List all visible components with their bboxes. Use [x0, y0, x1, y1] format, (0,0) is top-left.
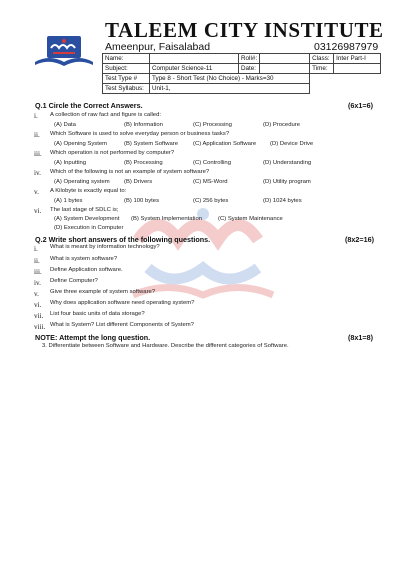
q2-item-number: viii.	[34, 323, 46, 331]
q2-marks: (8x2=16)	[345, 235, 374, 244]
option-d[interactable]: (D) Utility program	[263, 179, 311, 185]
option-b[interactable]: (B) Processing	[124, 160, 163, 166]
institute-phone: 03126987979	[314, 41, 379, 53]
name-label: Name:	[103, 54, 150, 64]
info-row-test-type	[103, 74, 381, 84]
roll-label: Roll#:	[239, 54, 260, 64]
option-a[interactable]: (A) 1 bytes	[54, 198, 83, 204]
info-row-name	[103, 54, 381, 64]
option-b[interactable]: (B) Information	[124, 122, 163, 128]
option-a[interactable]: (A) Data	[54, 122, 76, 128]
option-a[interactable]: (A) Opening System	[54, 141, 108, 147]
name-field[interactable]	[150, 54, 239, 64]
q2-item-text: Define Application software.	[50, 267, 123, 273]
option-c[interactable]: (C) MS-Word	[193, 179, 228, 185]
q1-item-number: iv.	[34, 169, 41, 177]
q1-item-number: vi.	[34, 207, 42, 215]
option-a[interactable]: (A) System Development	[54, 216, 120, 222]
q2-item-text: What is System? List different Components of System?	[50, 322, 194, 328]
option-c[interactable]: (C) System Maintenance	[218, 216, 283, 222]
q2-item-number: vii.	[34, 312, 44, 320]
syllabus-label: Test Syllabus:	[103, 84, 150, 94]
long-question: 3. Differentiate between Software and Hardware. Describe the different categories of Software.	[42, 343, 289, 349]
subject-value: Computer Science-11	[150, 64, 239, 74]
q2-item-text: Define Computer?	[50, 278, 98, 284]
q2-item-text: List four basic units of data storage?	[50, 311, 145, 317]
date-label: Date:	[239, 64, 260, 74]
time-label: Time:	[310, 64, 334, 74]
q1-item-number: ii.	[34, 131, 40, 139]
q2-item-number: v.	[34, 290, 39, 298]
q2-item-number: i.	[34, 245, 38, 253]
time-field[interactable]	[334, 64, 381, 74]
note-marks: (8x1=8)	[348, 333, 373, 342]
q1-item-text: The last stage of SDLC is;	[50, 207, 119, 213]
option-d[interactable]: (D) 1024 bytes	[263, 198, 302, 204]
note-heading: NOTE: Attempt the long question.	[35, 333, 151, 342]
q1-item-text: A collection of raw fact and figure is called:	[50, 112, 161, 118]
option-b[interactable]: (B) 100 bytes	[124, 198, 160, 204]
test-type-label: Test Type #	[103, 74, 150, 84]
info-row-syllabus	[103, 84, 381, 94]
institute-name: TALEEM CITY INSTITUTE	[105, 18, 384, 42]
q1-item-text: Which Software is used to solve everyday person or business tasks?	[50, 131, 230, 137]
date-field[interactable]	[260, 64, 310, 74]
option-a[interactable]: (A) Inputting	[54, 160, 87, 166]
option-c[interactable]: (C) Processing	[193, 122, 232, 128]
institute-location: Ameenpur, Faisalabad	[105, 41, 211, 53]
q1-item-number: iii.	[34, 150, 42, 158]
option-d[interactable]: (D) Execution in Computer	[54, 225, 124, 231]
option-b[interactable]: (B) System Implementation	[131, 216, 203, 222]
q1-item-number: v.	[34, 188, 39, 196]
q1-item-text: Which operation is not performed by computer?	[50, 150, 175, 156]
option-d[interactable]: (D) Understanding	[263, 160, 312, 166]
q2-heading: Q.2 Write short answers of the following questions.	[35, 235, 211, 244]
q1-marks: (6x1=6)	[348, 101, 373, 110]
class-value: Inter Part-I	[334, 54, 381, 64]
student-info-table	[102, 53, 381, 94]
option-c[interactable]: (C) 256 bytes	[193, 198, 229, 204]
info-row-subject	[103, 64, 381, 74]
option-d[interactable]: (D) Procedure	[263, 122, 300, 128]
option-b[interactable]: (B) Drivers	[124, 179, 153, 185]
institute-logo	[33, 32, 95, 72]
option-d[interactable]: (D) Device Drive	[270, 141, 314, 147]
q1-item-text: Which of the following is not an example of system software?	[50, 169, 210, 175]
option-c[interactable]: (C) Application Software	[193, 141, 257, 147]
test-type-value: Type 8 - Short Test (No Choice) - Marks=30	[150, 74, 310, 84]
class-label: Class:	[310, 54, 334, 64]
roll-field[interactable]	[260, 54, 310, 64]
q2-item-text: What is system software?	[50, 256, 118, 262]
q2-item-number: vi.	[34, 301, 42, 309]
q1-item-number: i.	[34, 112, 38, 120]
syllabus-value: Unit-1,	[150, 84, 310, 94]
q2-item-text: Why does application software need operating system?	[50, 300, 195, 306]
subject-label: Subject:	[103, 64, 150, 74]
q2-item-number: iii.	[34, 268, 42, 276]
option-c[interactable]: (C) Controlling	[193, 160, 231, 166]
q1-heading: Q.1 Circle the Correct Answers.	[35, 101, 143, 110]
q2-item-number: ii.	[34, 257, 40, 265]
q2-item-text: Give three example of system software?	[50, 289, 156, 295]
q1-item-text: A Kilobyte is exactly equal to:	[50, 188, 127, 194]
option-b[interactable]: (B) System Software	[124, 141, 179, 147]
q2-item-number: iv.	[34, 279, 41, 287]
option-a[interactable]: (A) Operating system	[54, 179, 110, 185]
q2-item-text: What is meant by information technology?	[50, 244, 160, 250]
